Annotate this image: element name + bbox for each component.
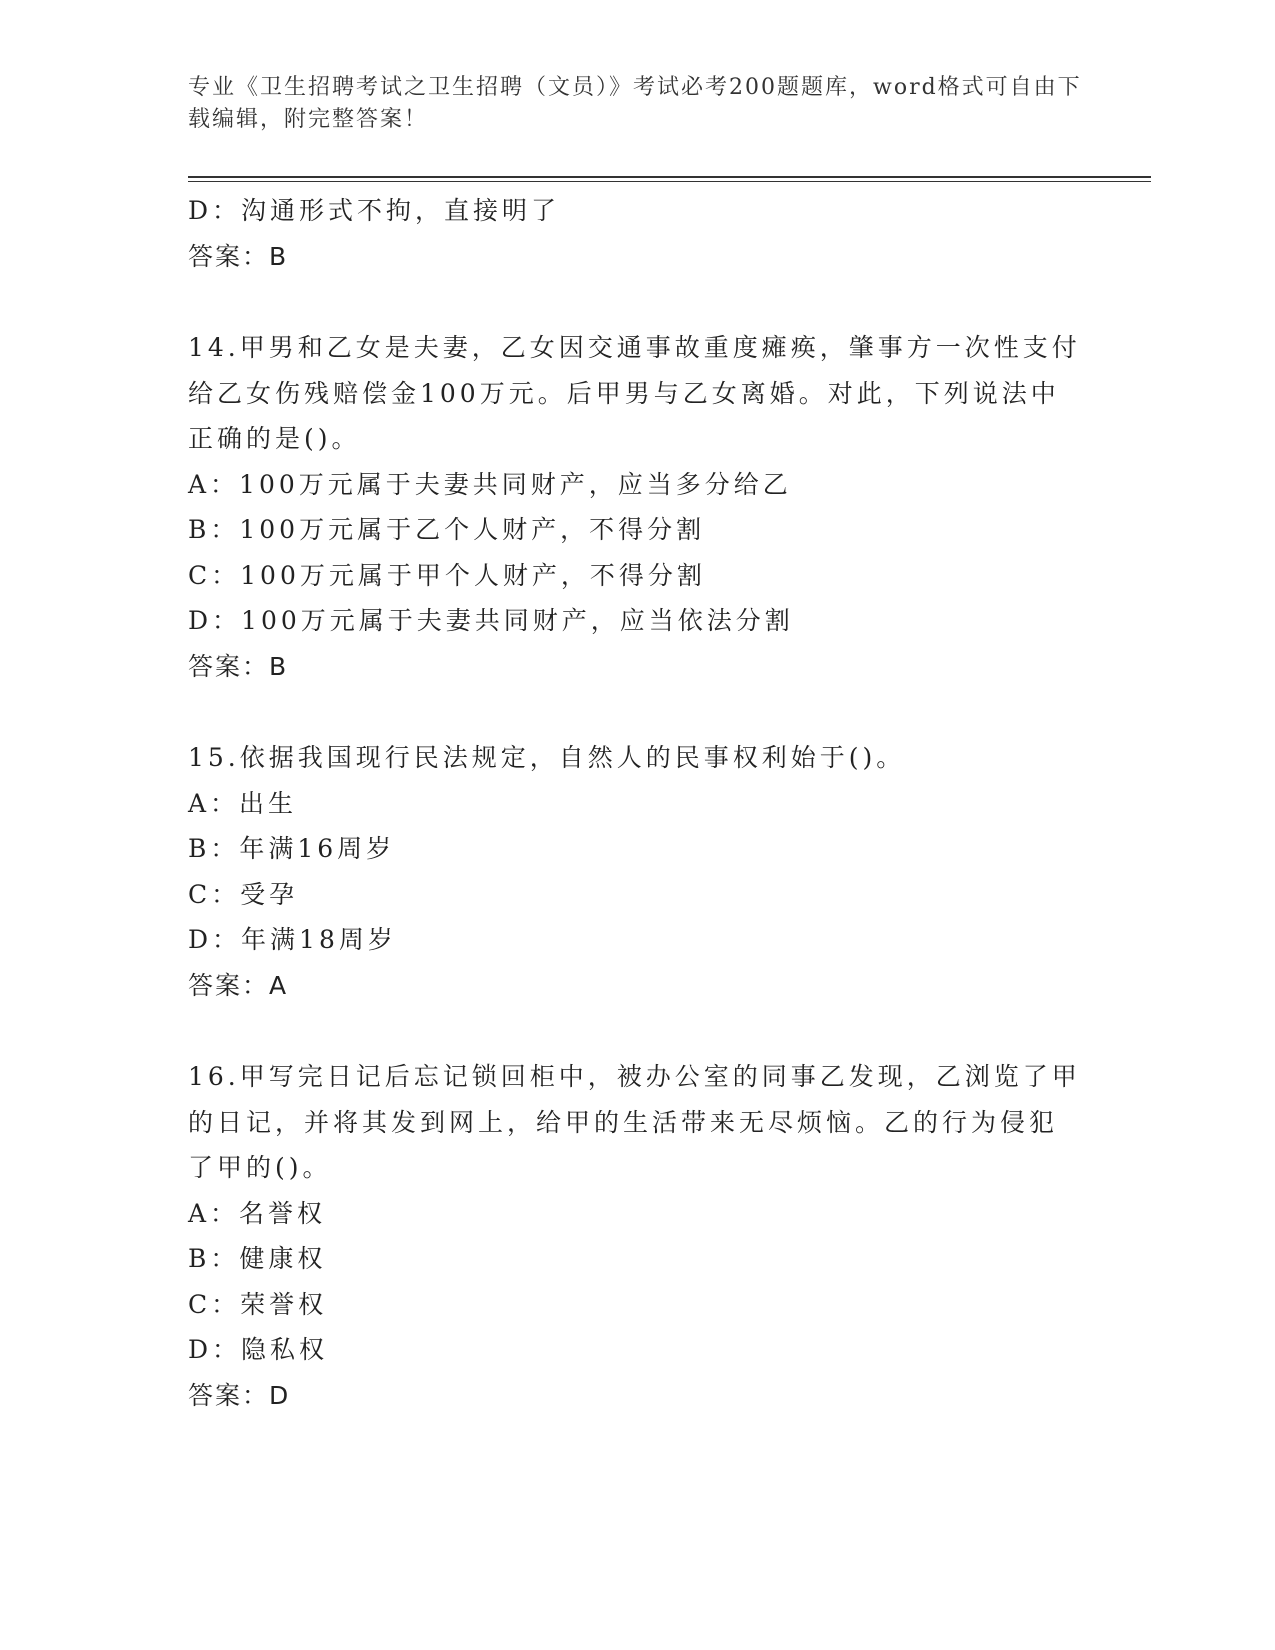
- answer-line: 答案：D: [188, 1380, 291, 1410]
- option-d: D：100万元属于夫妻共同财产，应当依法分割: [188, 606, 794, 635]
- option-c: C：100万元属于甲个人财产，不得分割: [188, 560, 706, 590]
- option-c: C：荣誉权: [188, 1289, 328, 1319]
- question-stem-line: 16.甲写完日记后忘记锁回柜中，被办公室的同事乙发现，乙浏览了甲: [188, 1062, 1081, 1091]
- header-divider-thick: [188, 176, 1151, 178]
- option-b: B：年满16周岁: [188, 834, 396, 863]
- question-content: [188, 188, 1088, 1418]
- header-title: 专业《卫生招聘考试之卫生招聘（文员）》考试必考200题题库，word格式可自由下载编辑，附完整答案！: [188, 75, 1082, 132]
- document-header: [188, 72, 1088, 136]
- option-d: D：隐私权: [188, 1335, 329, 1364]
- header-divider-thin: [188, 181, 1151, 182]
- option-a: A：100万元属于夫妻共同财产，应当多分给乙: [188, 469, 792, 499]
- option-b: B：100万元属于乙个人财产，不得分割: [188, 515, 706, 544]
- option-a: A：出生: [188, 788, 298, 818]
- spacer: [188, 279, 1088, 325]
- question-stem-line: 了甲的()。: [188, 1153, 332, 1182]
- fragment-option-d: D：沟通形式不拘，直接明了: [188, 196, 561, 225]
- question-stem-line: 的日记，并将其发到网上，给甲的生活带来无尽烦恼。乙的行为侵犯: [188, 1107, 1059, 1137]
- option-b: B：健康权: [188, 1244, 327, 1273]
- answer-line: 答案：A: [188, 970, 289, 1000]
- question-15: [188, 735, 1088, 1008]
- question-14: [188, 325, 1088, 689]
- option-c: C：受孕: [188, 879, 299, 909]
- question-16: [188, 1054, 1088, 1418]
- question-stem-line: 15.依据我国现行民法规定，自然人的民事权利始于()。: [188, 743, 906, 772]
- answer-line: 答案：B: [188, 651, 289, 681]
- spacer: [188, 1008, 1088, 1054]
- option-a: A：名誉权: [188, 1198, 327, 1228]
- option-d: D：年满18周岁: [188, 925, 397, 954]
- spacer: [188, 689, 1088, 735]
- question-stem-line: 正确的是()。: [188, 424, 361, 453]
- question-stem-line: 14.甲男和乙女是夫妻，乙女因交通事故重度瘫痪，肇事方一次性支付: [188, 333, 1081, 362]
- fragment-answer: 答案：B: [188, 241, 289, 271]
- question-stem-line: 给乙女伤残赔偿金100万元。后甲男与乙女离婚。对此，下列说法中: [188, 378, 1060, 408]
